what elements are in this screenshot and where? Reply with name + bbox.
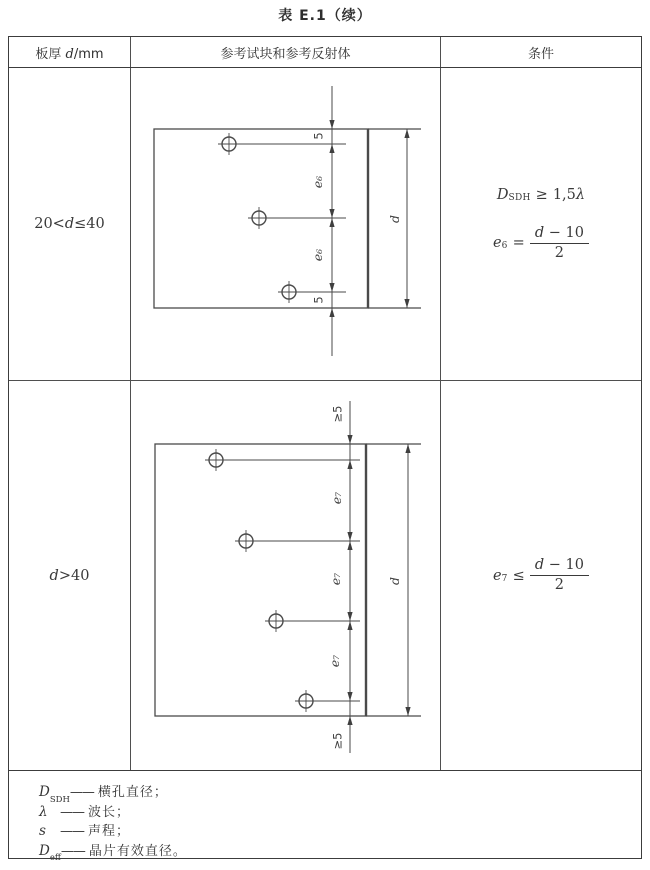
- dim-label-5-top: 5: [311, 132, 326, 140]
- legend-definition: 横孔直径；: [97, 785, 168, 800]
- legend-symbol: $D_{eff}$: [39, 842, 61, 864]
- legend-dash: ——: [69, 785, 94, 800]
- test-block-diagram-4-holes: [131, 381, 441, 771]
- side-drilled-holes: [205, 449, 317, 712]
- table-title: 表 E.1（续）: [278, 8, 372, 24]
- header-thickness: [9, 37, 131, 67]
- legend-symbol: s: [39, 823, 46, 839]
- legend-definition: 波长；: [88, 804, 131, 820]
- legend-definition: 晶片有效直径。: [88, 843, 187, 859]
- legend-dash: ——: [60, 824, 84, 839]
- block-outline: [155, 444, 421, 716]
- dim-label-d: d: [386, 214, 402, 224]
- dim-label-5-bottom: 5: [311, 296, 326, 304]
- row1-diagram-cell: [131, 68, 441, 380]
- legend-definition: 声程；: [88, 824, 131, 839]
- row2-thickness-cell: [9, 381, 131, 770]
- dim-label-d: d: [386, 576, 402, 586]
- table-row-1: [9, 68, 641, 381]
- legend-dash: ——: [60, 804, 84, 820]
- row1-thickness-cell: [9, 68, 131, 380]
- dim-label-e7-upper: e₇: [328, 491, 344, 505]
- legend-symbol: $D_{SDH}$: [39, 784, 70, 805]
- header-condition: 条件: [527, 46, 554, 62]
- row1-thickness-range: 20<d≤40: [34, 216, 105, 232]
- test-block-diagram-3-holes: [131, 68, 441, 381]
- row1-conditions: [493, 187, 589, 261]
- dimension-lines: [216, 401, 408, 753]
- dim-label-e6-lower: e₆: [309, 248, 325, 262]
- diagram1-svg: [131, 68, 441, 381]
- row2-thickness-range: d>40: [49, 567, 90, 584]
- dim-label-ge5-top: ≥5: [330, 405, 345, 423]
- legend-item-s: [39, 820, 641, 840]
- legend-dash: ——: [60, 843, 85, 859]
- table-header-row: [9, 37, 641, 68]
- legend-item-dsdh: [39, 781, 641, 805]
- legend: [9, 771, 641, 864]
- table-row-2: [9, 381, 641, 771]
- condition-e7-formula: e $_7$ ≤ $\frac{d - 10}{2}$: [493, 557, 589, 593]
- dim-label-e6-upper: e₆: [309, 175, 325, 189]
- row1-condition-cell: [441, 68, 641, 380]
- condition-dsdh-formula: D $_{SDH}$ ≥ 1,5 λ: [496, 186, 586, 203]
- legend-item-lambda: [39, 801, 641, 821]
- dim-label-e7-middle: e₇: [327, 572, 343, 586]
- legend-item-deff: [39, 840, 641, 864]
- condition-e6-formula: e $_6$ = $\frac{d - 10}{2}$: [493, 225, 589, 261]
- dim-label-ge5-bottom: ≥5: [330, 732, 345, 750]
- table: [8, 36, 642, 864]
- row2-condition-cell: [441, 381, 641, 770]
- dim-label-e7-lower: e₇: [326, 654, 342, 668]
- row2-diagram-cell: [131, 381, 441, 770]
- header-reference-block: 参考试块和参考反射体: [131, 37, 441, 67]
- legend-symbol: λ: [39, 803, 48, 820]
- header-thickness-text: 板厚 d/mm: [35, 46, 104, 62]
- dimension-lines: [229, 86, 407, 356]
